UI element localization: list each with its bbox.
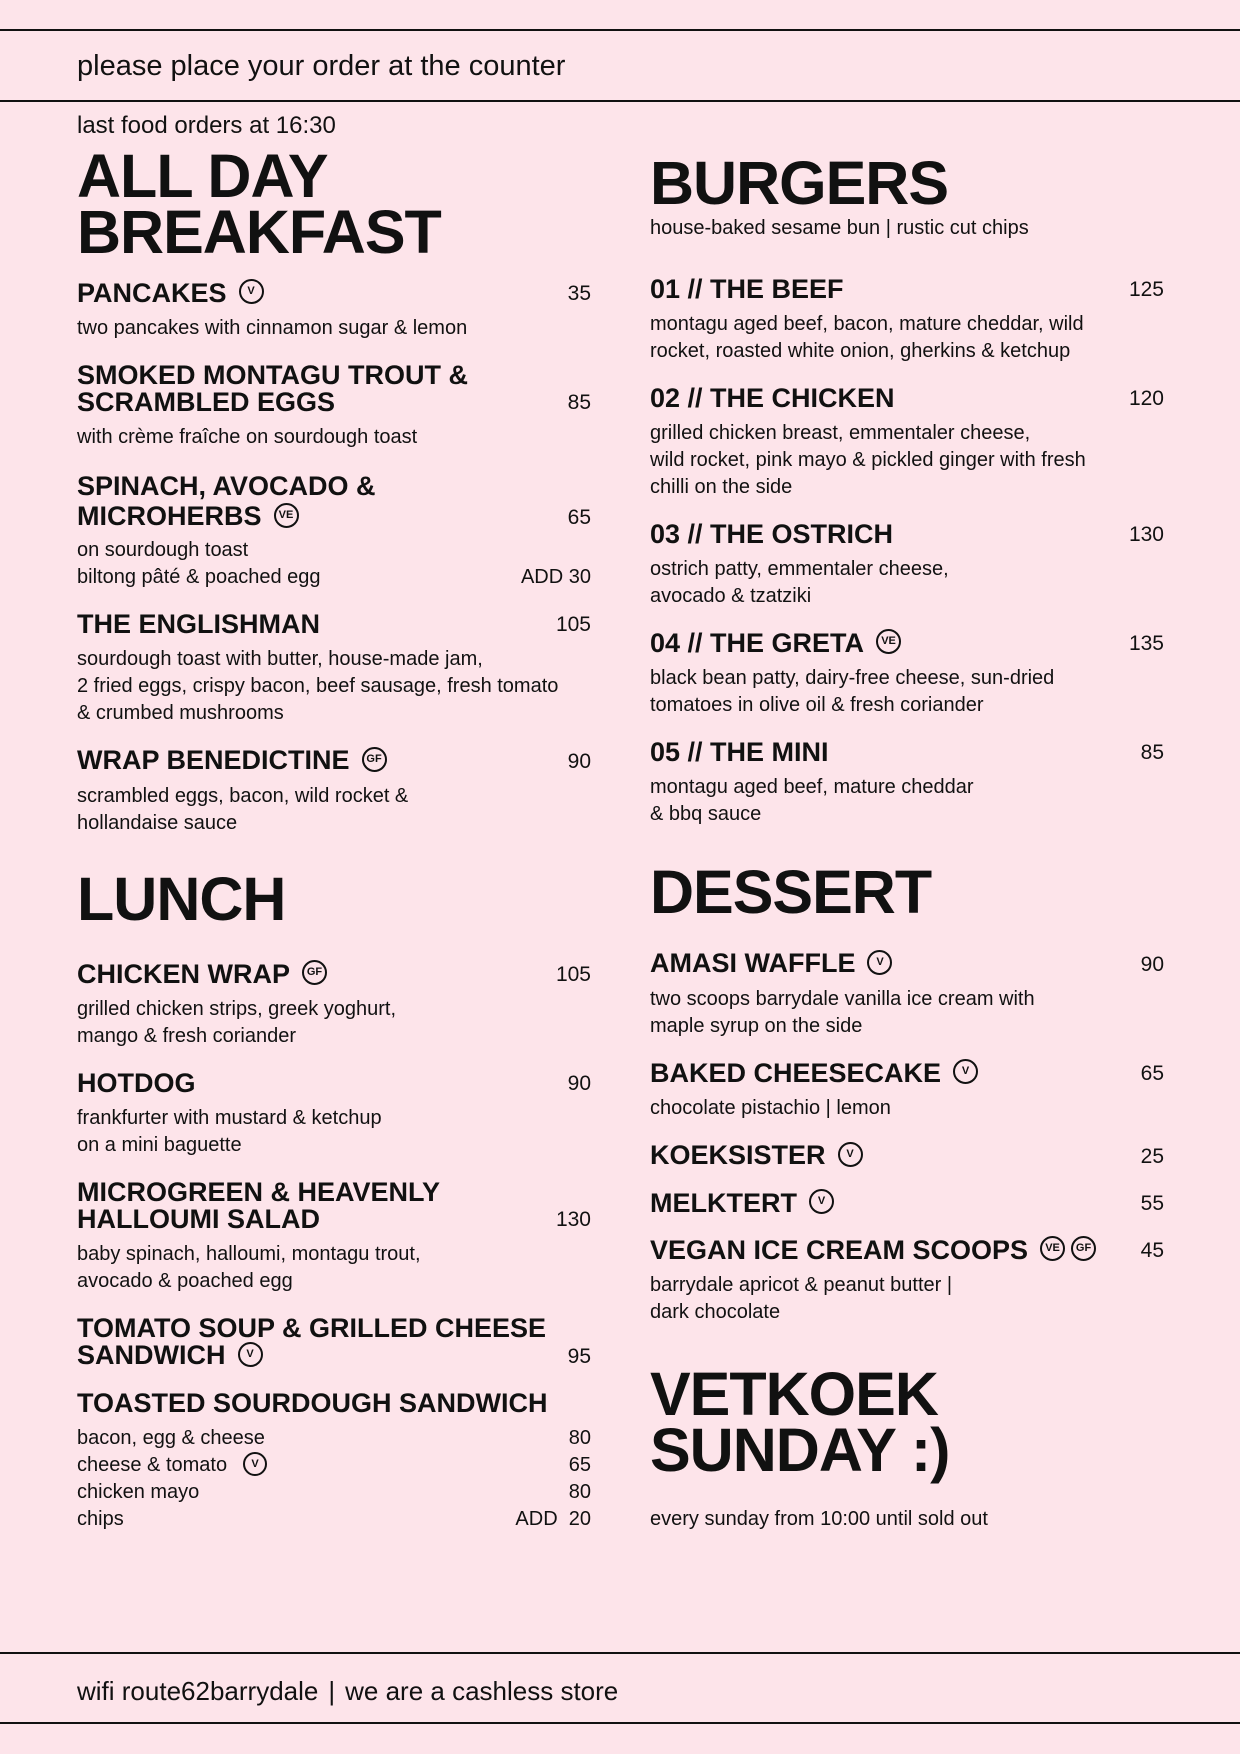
right-column xyxy=(650,149,1164,1533)
sandwich-option xyxy=(77,1452,591,1479)
item-desc xyxy=(650,986,1164,1040)
item-price: 125 xyxy=(1128,278,1164,301)
item-price: 90 xyxy=(567,749,591,773)
addon-label: biltong pâté & poached egg xyxy=(77,566,321,589)
desc-line: montagu aged beef, mature cheddar xyxy=(650,776,974,799)
option-price: 80 xyxy=(568,1480,591,1503)
addon-price: ADD 30 xyxy=(520,566,591,589)
item-price: 130 xyxy=(1128,523,1164,546)
item-desc xyxy=(650,311,1164,365)
menu-item-koeksister xyxy=(650,1142,1164,1169)
menu-item-hotdog xyxy=(77,1070,591,1159)
item-name: AMASI WAFFLE xyxy=(650,948,856,979)
item-desc xyxy=(77,783,591,837)
desc-line: hollandaise sauce xyxy=(77,811,238,834)
item-desc xyxy=(650,420,1164,501)
vetkoek-note: every sunday from 10:00 until sold out xyxy=(650,1508,988,1531)
item-price: 65 xyxy=(1140,1062,1164,1086)
desc-line: baby spinach, halloumi, montagu trout, xyxy=(77,1243,421,1266)
item-name: TOASTED SOURDOUGH SANDWICH xyxy=(77,1387,548,1418)
left-column xyxy=(77,112,591,1533)
menu-item-tomato-soup xyxy=(77,1315,591,1369)
vegetarian-badge-icon: V xyxy=(809,1189,834,1214)
desc-line: scrambled eggs, bacon, wild rocket & xyxy=(77,784,409,807)
item-name: 02 // THE CHICKEN xyxy=(650,383,895,413)
desc-line: chilli on the side xyxy=(650,476,793,498)
bottom-rule-1 xyxy=(0,1652,1240,1654)
menu-item-the-mini xyxy=(650,739,1164,828)
item-desc xyxy=(77,646,591,727)
breakfast-title-line2: BREAKFAST xyxy=(77,198,441,266)
dessert-title: DESSERT xyxy=(650,858,932,927)
item-name: MELKTERT xyxy=(650,1187,797,1218)
item-desc: chocolate pistachio | lemon xyxy=(650,1097,891,1120)
sandwich-option xyxy=(77,1479,591,1506)
vegan-badge-icon: VE xyxy=(876,629,901,654)
vetkoek-title xyxy=(650,1360,1164,1485)
desc-line: on a mini baguette xyxy=(77,1134,242,1157)
sandwich-option xyxy=(77,1425,591,1452)
desc-line: frankfurter with mustard & ketchup xyxy=(77,1107,382,1130)
footer xyxy=(77,1676,618,1707)
item-name-line1: SPINACH, AVOCADO & xyxy=(77,471,376,502)
item-name-line1: SMOKED MONTAGU TROUT & xyxy=(77,360,468,391)
item-name: BAKED CHEESECAKE xyxy=(650,1057,942,1088)
desc-line: dark chocolate xyxy=(650,1301,781,1324)
item-price: 55 xyxy=(1140,1191,1164,1215)
menu-item-wrap-benedictine xyxy=(77,747,591,836)
item-price: 85 xyxy=(567,391,591,415)
option-label: chicken mayo xyxy=(77,1480,200,1503)
desc-line: rocket, roasted white onion, gherkins & ketchup xyxy=(650,340,1071,362)
desc-line: 2 fried eggs, crispy bacon, beef sausage, fresh tomato xyxy=(77,675,559,698)
menu-item-amasi-waffle xyxy=(650,950,1164,1039)
menu-item-the-greta xyxy=(650,630,1164,719)
option-label: bacon, egg & cheese xyxy=(77,1426,265,1449)
item-price: 105 xyxy=(555,613,591,637)
vegetarian-badge-icon: V xyxy=(953,1059,978,1084)
option-price: ADD 20 xyxy=(515,1507,591,1530)
vegetarian-badge-icon: V xyxy=(243,1452,267,1476)
vegetarian-badge-icon: V xyxy=(239,279,264,304)
desc-line: ostrich patty, emmentaler cheese, xyxy=(650,558,949,580)
menu-item-the-ostrich xyxy=(650,521,1164,610)
vetkoek-title-line2: SUNDAY :) xyxy=(650,1416,950,1485)
burgers-title: BURGERS xyxy=(650,149,949,217)
menu-item-the-chicken xyxy=(650,385,1164,501)
item-name-line2: MICROHERBS xyxy=(77,501,262,532)
item-price: 95 xyxy=(567,1344,591,1368)
wifi-info: wifi route62barrydale xyxy=(77,1676,319,1706)
item-desc xyxy=(650,556,1164,610)
item-price: 90 xyxy=(567,1072,591,1096)
item-desc xyxy=(77,996,591,1050)
menu-item-pancakes xyxy=(77,280,591,342)
item-desc: two pancakes with cinnamon sugar & lemon xyxy=(77,317,468,340)
gluten-free-badge-icon: GF xyxy=(362,747,387,772)
vegetarian-badge-icon: V xyxy=(838,1142,863,1167)
item-desc xyxy=(650,774,1164,828)
item-name-line2: SANDWICH xyxy=(77,1340,226,1371)
vegan-badge-icon: VE xyxy=(274,503,299,528)
desc-line: tomatoes in olive oil & fresh coriander xyxy=(650,694,984,717)
top-rule-1 xyxy=(0,29,1240,31)
breakfast-title xyxy=(77,142,591,266)
desc-line: wild rocket, pink mayo & pickled ginger with fresh xyxy=(650,449,1086,471)
cashless-note: we are a cashless store xyxy=(345,1676,619,1706)
item-name-line1: TOMATO SOUP & GRILLED CHEESE xyxy=(77,1313,547,1344)
item-price: 120 xyxy=(1128,387,1164,410)
item-name: 01 // THE BEEF xyxy=(650,274,844,304)
item-name-line2: SCRAMBLED EGGS xyxy=(77,387,336,418)
item-addon xyxy=(77,564,591,591)
option-price: 65 xyxy=(568,1453,591,1476)
lunch-title: LUNCH xyxy=(77,864,286,933)
menu-item-englishman xyxy=(77,611,591,727)
item-price: 105 xyxy=(555,963,591,987)
desc-line: sourdough toast with butter, house-made jam, xyxy=(77,648,483,671)
option-price: 80 xyxy=(568,1426,591,1449)
item-name-line1: MICROGREEN & HEAVENLY xyxy=(77,1177,441,1208)
menu-item-toasted-sandwich xyxy=(77,1387,591,1533)
desc-line: montagu aged beef, bacon, mature cheddar, wild xyxy=(650,313,1084,335)
item-price: 35 xyxy=(567,282,591,306)
menu-item-chicken-wrap xyxy=(77,958,591,1050)
item-name: HOTDOG xyxy=(77,1068,196,1099)
desc-line: barrydale apricot & peanut butter | xyxy=(650,1274,953,1297)
footer-separator: | xyxy=(328,1676,336,1706)
desc-line: grilled chicken breast, emmentaler cheese, xyxy=(650,422,1031,444)
item-desc xyxy=(77,1105,591,1159)
desc-line: black bean patty, dairy-free cheese, sun-dried xyxy=(650,667,1055,690)
item-desc xyxy=(77,1241,591,1295)
item-price: 25 xyxy=(1140,1144,1164,1168)
vegan-badge-icon: VE xyxy=(1040,1236,1065,1261)
item-name: 05 // THE MINI xyxy=(650,737,829,768)
desc-line: grilled chicken strips, greek yoghurt, xyxy=(77,998,397,1021)
option-label: cheese & tomato xyxy=(77,1453,228,1476)
item-name: 03 // THE OSTRICH xyxy=(650,519,894,549)
menu-item-smoked-trout xyxy=(77,362,591,451)
desc-line: mango & fresh coriander xyxy=(77,1025,297,1048)
item-price: 45 xyxy=(1140,1239,1164,1263)
menu-item-vegan-ice-cream xyxy=(650,1234,1164,1326)
item-desc xyxy=(650,1272,1164,1326)
item-name: THE ENGLISHMAN xyxy=(77,609,320,640)
item-price: 130 xyxy=(555,1208,591,1232)
item-name: VEGAN ICE CREAM SCOOPS xyxy=(650,1234,1029,1265)
item-price: 85 xyxy=(1140,741,1164,765)
desc-line: two scoops barrydale vanilla ice cream with xyxy=(650,987,1035,1010)
bottom-rule-2 xyxy=(0,1722,1240,1724)
desc-line: maple syrup on the side xyxy=(650,1014,863,1037)
menu-item-melktert xyxy=(650,1187,1164,1218)
item-desc: with crème fraîche on sourdough toast xyxy=(77,426,418,449)
desc-line: & crumbed mushrooms xyxy=(77,702,284,725)
menu-item-halloumi-salad xyxy=(77,1179,591,1295)
item-desc xyxy=(650,665,1164,719)
menu-item-baked-cheesecake xyxy=(650,1057,1164,1122)
item-price: 135 xyxy=(1128,632,1164,656)
item-price: 65 xyxy=(567,506,591,530)
option-label: chips xyxy=(77,1507,124,1530)
gluten-free-badge-icon: GF xyxy=(1071,1236,1096,1261)
item-desc: on sourdough toast xyxy=(77,539,249,562)
item-price: 90 xyxy=(1140,952,1164,976)
menu-item-spinach-avocado xyxy=(77,471,591,591)
vegetarian-badge-icon: V xyxy=(238,1342,263,1367)
top-rule-2 xyxy=(0,100,1240,102)
desc-line: avocado & poached egg xyxy=(77,1270,293,1293)
menu-item-the-beef xyxy=(650,276,1164,365)
item-name: WRAP BENEDICTINE xyxy=(77,745,350,776)
item-name-line2: HALLOUMI SALAD xyxy=(77,1204,320,1235)
order-note: please place your order at the counter xyxy=(77,50,566,82)
vetkoek-title-line1: VETKOEK xyxy=(650,1360,938,1429)
sandwich-option xyxy=(77,1506,591,1533)
gluten-free-badge-icon: GF xyxy=(302,960,327,985)
desc-line: & bbq sauce xyxy=(650,803,762,826)
vegetarian-badge-icon: V xyxy=(867,950,892,975)
burgers-subtitle: house-baked sesame bun | rustic cut chips xyxy=(650,217,1029,239)
item-name: CHICKEN WRAP xyxy=(77,958,290,989)
desc-line: avocado & tzatziki xyxy=(650,585,812,607)
item-name: KOEKSISTER xyxy=(650,1140,826,1171)
breakfast-title-line1: ALL DAY xyxy=(77,142,328,210)
last-orders-note: last food orders at 16:30 xyxy=(77,112,336,139)
item-name: PANCAKES xyxy=(77,278,227,308)
item-name: 04 // THE GRETA xyxy=(650,628,865,658)
